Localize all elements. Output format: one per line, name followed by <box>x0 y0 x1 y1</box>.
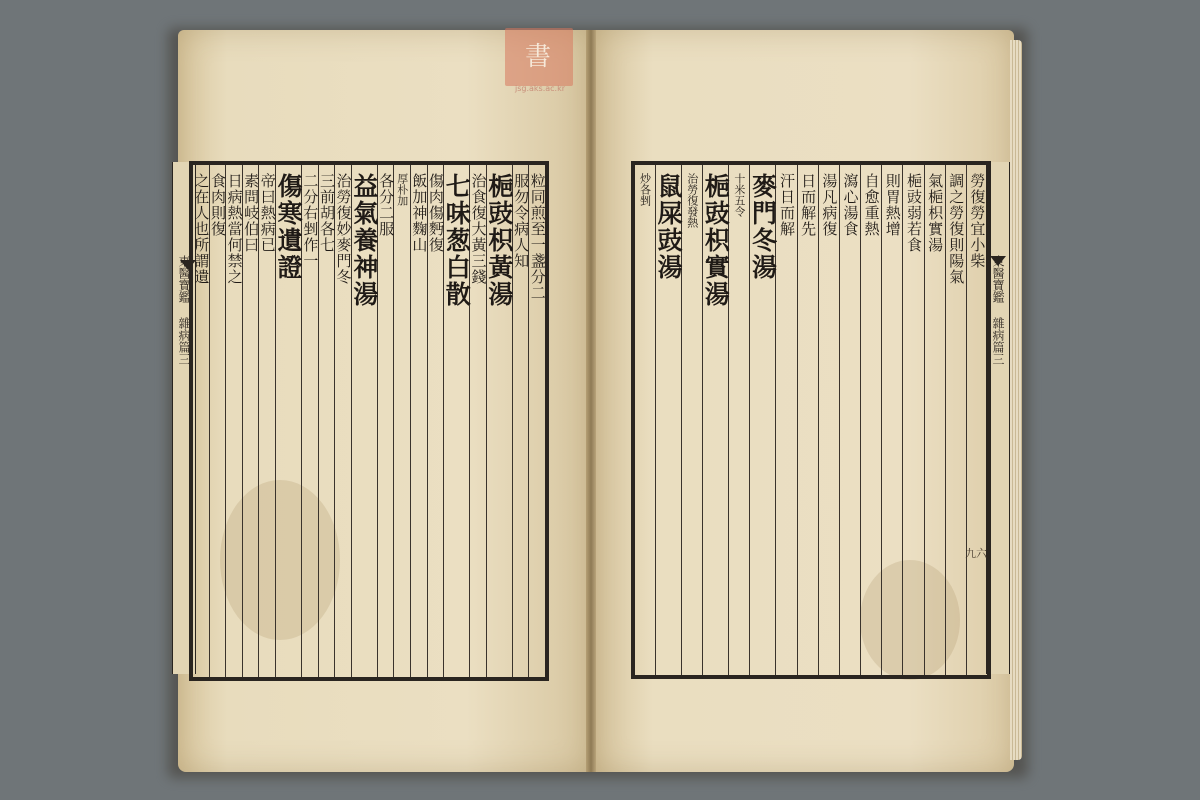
right-column <box>945 165 966 675</box>
left-column <box>225 165 242 677</box>
left-column <box>393 165 410 677</box>
right-column <box>775 165 796 675</box>
right-text-frame <box>632 162 990 678</box>
entry-heading: 梔豉枳黃湯 <box>484 173 514 308</box>
entry-heading: 梔豉枳實湯 <box>701 173 731 308</box>
column-text: 帝曰熱病已 <box>258 173 277 253</box>
column-text: 瀉心湯食 <box>841 173 860 237</box>
column-text: 日而解先 <box>799 173 818 237</box>
column-text: 十米五令 <box>732 173 746 217</box>
entry-heading: 益氣養神湯 <box>349 173 379 308</box>
left-column <box>528 165 545 677</box>
right-column <box>902 165 923 675</box>
right-column <box>966 165 987 675</box>
left-column <box>442 165 472 677</box>
stamp-url: jsg.aks.ac.kr <box>514 84 566 93</box>
right-columns <box>635 165 987 675</box>
left-column <box>512 165 529 677</box>
column-text: 二分右剉作一 <box>301 173 320 269</box>
column-text: 自愈重熱 <box>862 173 881 237</box>
right-column <box>635 165 655 675</box>
left-column <box>242 165 259 677</box>
left-column <box>427 165 444 677</box>
column-text: 調之勞復則陽氣 <box>947 173 966 285</box>
column-text: 梔豉弱若食 <box>904 173 923 253</box>
left-column <box>351 165 377 677</box>
column-text: 食肉則復 <box>208 173 227 237</box>
column-text: 傷肉傷麪復 <box>426 173 445 253</box>
entry-heading: 麥門冬湯 <box>748 173 778 281</box>
right-column <box>924 165 945 675</box>
column-text: 則胃熱增 <box>883 173 902 237</box>
left-column <box>301 165 318 677</box>
right-column <box>818 165 839 675</box>
column-text: 汗日而解 <box>778 173 797 237</box>
left-column <box>334 165 351 677</box>
left-column <box>209 165 226 677</box>
column-text: 之在人也所謂遺 <box>192 173 211 285</box>
left-strip-title: 東醫寶鑑 雜病篇三 <box>177 255 191 365</box>
left-column <box>469 165 486 677</box>
left-column <box>258 165 275 677</box>
right-strip-title: 東醫寶鑑 雜病篇三 <box>991 255 1005 365</box>
column-text: 三前胡各七 <box>317 173 336 253</box>
fish-tail-mark-icon <box>990 256 1006 266</box>
entry-heading: 傷寒遺證 <box>274 173 304 281</box>
page-edges <box>1010 40 1022 760</box>
right-column <box>728 165 749 675</box>
library-stamp <box>505 28 573 86</box>
left-columns <box>193 165 545 677</box>
column-text: 治勞復妙麥門冬 <box>334 173 353 285</box>
column-text: 各分二服 <box>377 173 396 237</box>
column-text: 飯加神麴山 <box>410 173 429 253</box>
column-text: 治食復大黃三錢 <box>469 173 488 285</box>
left-column <box>377 165 394 677</box>
left-column <box>318 165 335 677</box>
left-column <box>193 165 209 677</box>
entry-heading: 七味葱白散 <box>442 173 472 308</box>
right-column <box>860 165 881 675</box>
column-text: 勞復勞宜小柴 <box>968 173 987 269</box>
entry-heading: 鼠屎豉湯 <box>654 173 684 281</box>
left-column <box>486 165 512 677</box>
column-text: 湯凡病復 <box>820 173 839 237</box>
column-text: 日病熱當何禁之 <box>225 173 244 285</box>
column-text: 治勞復發熱 <box>685 173 699 228</box>
left-column <box>274 165 304 677</box>
right-column <box>797 165 818 675</box>
column-text: 炒各剉 <box>638 173 652 206</box>
right-column <box>839 165 860 675</box>
right-column <box>881 165 902 675</box>
column-text: 厚朴加 <box>395 173 409 206</box>
column-text: 氣梔枳實湯 <box>926 173 945 253</box>
right-column <box>748 165 778 675</box>
column-text: 素問岐伯曰 <box>242 173 261 253</box>
page-number: 九六 <box>965 547 987 560</box>
column-text: 粒同煎至一盞分二 <box>528 173 547 301</box>
right-column <box>654 165 684 675</box>
left-column <box>410 165 427 677</box>
left-text-frame <box>190 162 548 680</box>
book-spine <box>586 30 596 772</box>
right-column <box>681 165 702 675</box>
column-text: 服勿令病人知 <box>512 173 531 269</box>
stamp-seal: 書 <box>524 42 553 72</box>
right-column <box>701 165 731 675</box>
